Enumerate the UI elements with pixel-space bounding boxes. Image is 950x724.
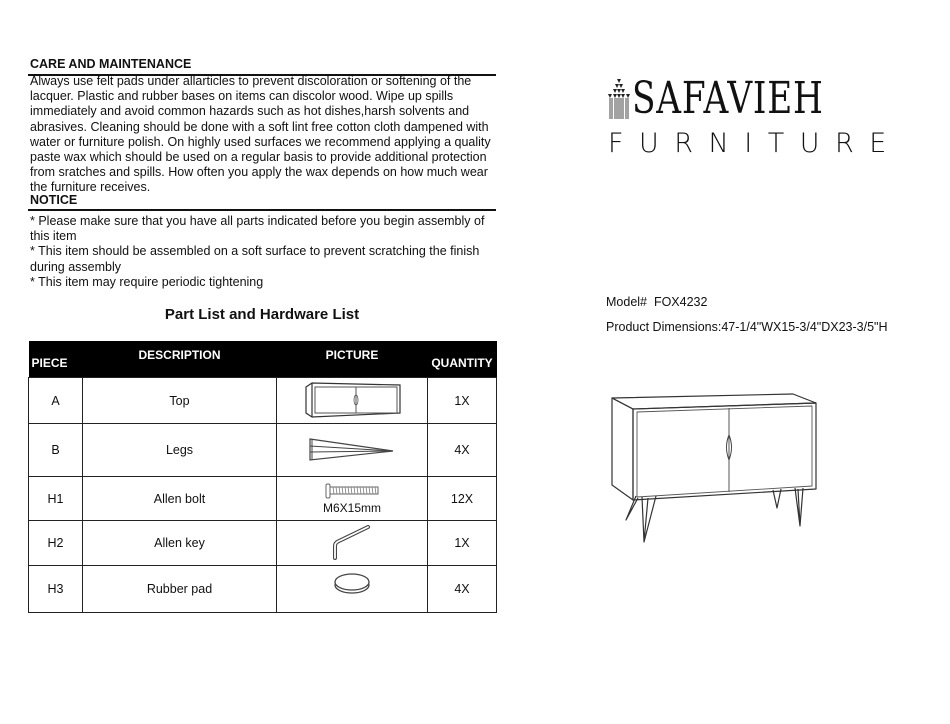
brand-logo bbox=[606, 73, 902, 164]
table-row bbox=[29, 424, 497, 477]
column-header-piece: PIECE bbox=[29, 341, 83, 378]
description-cell: Top bbox=[83, 378, 277, 424]
product-dimensions: Product Dimensions:47-1/4"WX15-3/4"DX23-3/5"H bbox=[606, 320, 888, 334]
column-header-picture: PICTURE bbox=[277, 341, 428, 378]
picture-cell bbox=[277, 424, 428, 477]
piece-cell: H1 bbox=[29, 477, 83, 521]
table-row bbox=[29, 521, 497, 566]
brand-name: SAFAVIEH bbox=[632, 73, 824, 124]
product-illustration bbox=[608, 390, 823, 555]
cabinet-top-icon bbox=[302, 381, 402, 421]
bolt-icon bbox=[324, 483, 380, 499]
description-cell: Allen bolt bbox=[83, 477, 277, 521]
logo-emblem-icon bbox=[606, 77, 632, 121]
notice-item: * This item may require periodic tightening bbox=[30, 274, 264, 289]
table-row bbox=[29, 566, 497, 613]
piece-cell: A bbox=[29, 378, 83, 424]
notice-item: * This item should be assembled on a soft surface to prevent scratching the finish during assembly bbox=[30, 244, 480, 274]
piece-cell: B bbox=[29, 424, 83, 477]
piece-cell: H3 bbox=[29, 566, 83, 613]
model-number: Model# FOX4232 bbox=[606, 295, 708, 309]
description-cell: Allen key bbox=[83, 521, 277, 566]
picture-cell bbox=[277, 378, 428, 424]
description-cell: Legs bbox=[83, 424, 277, 477]
quantity-cell: 1X bbox=[428, 521, 497, 566]
hairpin-leg-icon bbox=[307, 437, 397, 463]
divider bbox=[28, 209, 496, 211]
picture-cell bbox=[277, 521, 428, 566]
column-header-quantity: QUANTITY bbox=[428, 341, 497, 378]
quantity-cell: 4X bbox=[428, 424, 497, 477]
picture-cell bbox=[277, 566, 428, 613]
description-cell: Rubber pad bbox=[83, 566, 277, 613]
parts-table bbox=[28, 341, 497, 613]
allen-key-icon bbox=[330, 525, 374, 561]
brand-subtitle: FURNITURE bbox=[608, 128, 902, 159]
table-row bbox=[29, 378, 497, 424]
notice-list bbox=[30, 214, 500, 290]
rubber-pad-icon bbox=[332, 572, 372, 596]
quantity-cell: 12X bbox=[428, 477, 497, 521]
parts-list-title: Part List and Hardware List bbox=[164, 306, 360, 323]
care-text: Always use felt pads under allarticles to prevent discoloration or softening of the lacquer. Plastic and rubber bases on items can discolor wood. Wipe up spills immediately and avoid common hazards such as hot dishes,harsh solvents and abrasives. Cleaning should be done with a soft lint free cotton cloth dampened with water or furniture polish. On highly used surfaces we recommend applying a quality paste wax which should be used on a regular basis to provide additional protection from sratches and spills. How often you apply the wax depends on how much wear the furniture receives. bbox=[30, 74, 491, 195]
care-heading: CARE AND MAINTENANCE bbox=[30, 57, 192, 71]
notice-item: * Please make sure that you have all parts indicated before you begin assembly of this item bbox=[30, 214, 485, 244]
column-header-description: DESCRIPTION bbox=[83, 341, 277, 378]
quantity-cell: 4X bbox=[428, 566, 497, 613]
picture-cell bbox=[277, 477, 428, 521]
table-row bbox=[29, 477, 497, 521]
notice-heading: NOTICE bbox=[30, 193, 78, 207]
sideboard-illustration-icon bbox=[608, 390, 823, 550]
piece-cell: H2 bbox=[29, 521, 83, 566]
table-header-row bbox=[29, 341, 497, 378]
bolt-size-label: M6X15mm bbox=[322, 500, 381, 515]
quantity-cell: 1X bbox=[428, 378, 497, 424]
